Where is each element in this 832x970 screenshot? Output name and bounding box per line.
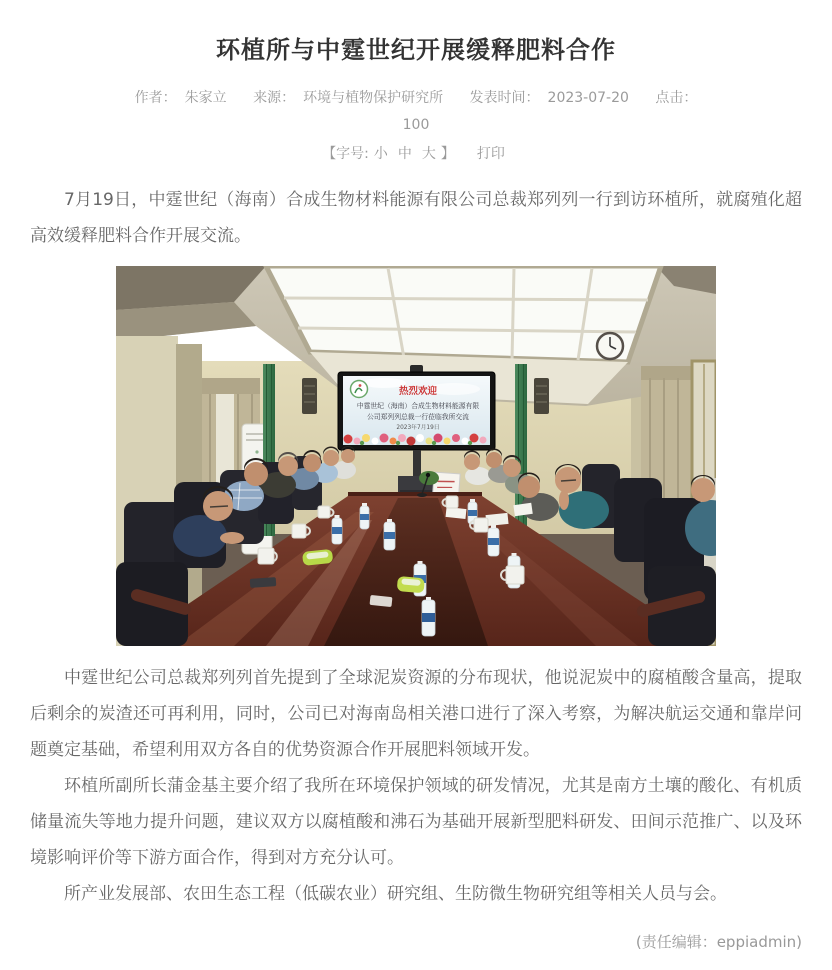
slide-date-line: 2023年7月19日 xyxy=(396,425,440,431)
slide-company-line: 中霆世纪（海南）合成生物材料能源有限 xyxy=(356,402,480,410)
fontsize-toolbar xyxy=(30,141,802,168)
wall-clock-icon xyxy=(597,333,623,359)
fontsize-suffix: 】 xyxy=(440,146,455,162)
publish-time-label: 发表时间： xyxy=(469,90,540,106)
paragraph-4: 所产业发展部、农田生态工程（低碳农业）研究组、生防微生物研究组等相关人员与会。 xyxy=(64,884,727,904)
author-value: 朱家立 xyxy=(184,90,227,106)
source-value: 环境与植物保护研究所 xyxy=(303,90,444,106)
paragraph-3: 环植所副所长蒲金基主要介绍了我所在环境保护领域的研发情况，尤其是南方土壤的酸化、有机质储量流失等地力提升问题，建议双方以腐植酸和沸石为基础开展新型肥料研发、田间示范推广、以及环境影响评价等下游方面合作，得到对方充分认可。 xyxy=(30,776,802,868)
phone xyxy=(250,577,277,588)
slide-visit-line: 公司郑列列总裁一行莅临我所交流 xyxy=(367,413,469,421)
fontsize-prefix: 【字号: xyxy=(322,146,369,162)
page-title: 环植所与中霆世纪开展缓释肥料合作 xyxy=(216,36,616,64)
fontsize-medium-link[interactable]: 中 xyxy=(397,146,412,162)
institute-logo-icon xyxy=(351,381,368,398)
meeting-room-illustration xyxy=(116,266,716,646)
paper xyxy=(446,507,467,519)
print-button[interactable]: 打印 xyxy=(476,146,505,162)
fontsize-small-link[interactable]: 小 xyxy=(373,146,388,162)
source-label: 来源： xyxy=(253,90,296,106)
publish-time-value: 2023-07-20 xyxy=(547,90,629,106)
paragraph-2: 中霆世纪公司总裁郑列列首先提到了全球泥炭资源的分布现状，他说泥炭中的腐植酸含量高，提取后剩余的炭渣还可再利用，同时，公司已对海南岛相关港口进行了深入考察，为解决航运交通和靠岸问题奠定基础，希望利用双方各自的优势资源合作开展肥料领域开发。 xyxy=(30,668,802,760)
article-meta xyxy=(30,85,802,112)
paper xyxy=(486,513,509,526)
fontsize-large-link[interactable]: 大 xyxy=(421,146,436,162)
slide-welcome-text: 热烈欢迎 xyxy=(398,386,438,397)
hits-label: 点击： xyxy=(655,90,698,106)
foreground-chair-left xyxy=(116,562,192,646)
wall-speaker-right xyxy=(534,378,549,414)
author-label: 作者： xyxy=(134,90,177,106)
meeting-photo xyxy=(30,266,802,646)
hits-value: 100 xyxy=(402,117,430,133)
wall-speaker-left xyxy=(302,378,317,414)
editor-credit: (责任编辑：eppiadmin) xyxy=(635,933,802,951)
paragraph-1: 7月19日，中霆世纪（海南）合成生物材料能源有限公司总裁郑列列一行到访环植所，就腐殖化超高效缓释肥料合作开展交流。 xyxy=(30,190,802,246)
